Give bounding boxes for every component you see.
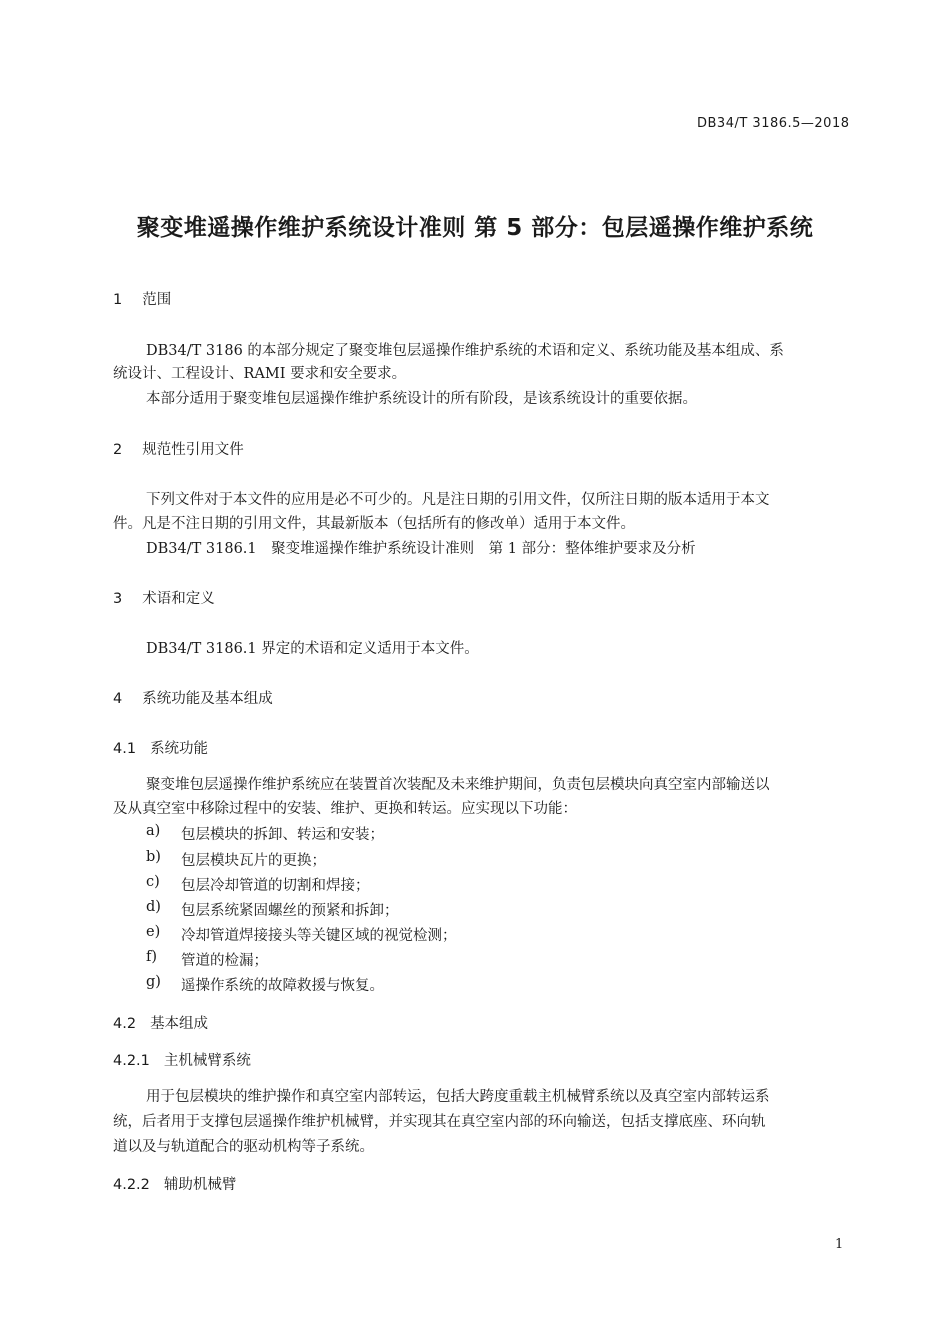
section-title: 范围 [142,292,172,308]
section-number: 4.2.2 [113,1177,150,1193]
section-title: 基本组成 [150,1016,209,1032]
paragraph-line: 统，后者用于支撑包层遥操作维护机械臂，并实现其在真空室内部的环向输送，包括支撑底座、环向轨 [113,1114,766,1130]
normative-reference: DB34/T 3186.1 聚变堆遥操作维护系统设计准则 第 1 部分：整体维护要求及分析 [146,541,696,557]
section-number: 2 [113,442,123,458]
paragraph-line: 及从真空室中移除过程中的安装、维护、更换和转运。应实现以下功能： [113,801,577,817]
paragraph-line: 下列文件对于本文件的应用是必不可少的。凡是注日期的引用文件，仅所注日期的版本适用于本文 [146,492,770,508]
list-item [0,974,950,996]
list-item-label: c) [146,874,160,890]
document-code: DB34/T 3186.5—2018 [697,116,850,131]
section-title: 主机械臂系统 [163,1053,251,1069]
paragraph: DB34/T 3186.1 界定的术语和定义适用于本文件。 [146,641,479,657]
section-title: 系统功能 [150,741,209,757]
section-number: 4.1 [113,741,137,757]
list-item [0,924,950,946]
list-item-label: g) [146,974,161,990]
list-item-text: 包层模块的拆卸、转运和安装； [181,827,384,843]
section-number: 4.2.1 [113,1053,150,1069]
section-number: 4 [113,691,123,707]
list-item [0,849,950,871]
paragraph-line: DB34/T 3186 的本部分规定了聚变堆包层遥操作维护系统的术语和定义、系统功能及基本组成、系 [146,343,784,359]
list-item-text: 冷却管道焊接接头等关键区域的视觉检测； [181,928,457,944]
section-heading-4 [113,687,273,708]
list-item [0,949,950,971]
list-item-label: f) [146,949,158,965]
list-item [0,874,950,896]
section-title: 术语和定义 [142,591,215,607]
paragraph-line: 道以及与轨道配合的驱动机构等子系统。 [113,1139,374,1155]
paragraph: 本部分适用于聚变堆包层遥操作维护系统设计的所有阶段，是该系统设计的重要依据。 [146,391,697,407]
subsection-heading-4-2-2 [113,1173,236,1194]
subsection-heading-4-2 [113,1012,208,1033]
section-heading-3 [113,587,215,608]
list-item-text: 包层模块瓦片的更换； [181,853,326,869]
section-heading-2 [113,438,244,459]
list-item-text: 管道的检漏； [181,953,268,969]
list-item [0,899,950,921]
paragraph-line: 用于包层模块的维护操作和真空室内部转运，包括大跨度重载主机械臂系统以及真空室内部转运系 [146,1089,770,1105]
section-title: 规范性引用文件 [142,442,244,458]
list-item-text: 包层系统紧固螺丝的预紧和拆卸； [181,903,399,919]
section-heading-1 [113,288,171,309]
list-item-label: b) [146,849,161,865]
paragraph-line: 件。凡是不注日期的引用文件，其最新版本（包括所有的修改单）适用于本文件。 [113,516,635,532]
list-item-label: a) [146,823,161,839]
page-number: 1 [835,1237,844,1252]
section-number: 4.2 [113,1016,137,1032]
subsection-heading-4-2-1 [113,1049,251,1070]
list-item-text: 包层冷却管道的切割和焊接； [181,878,370,894]
section-title: 辅助机械臂 [163,1177,237,1193]
section-number: 1 [113,292,123,308]
page-title: 聚变堆遥操作维护系统设计准则 第 5 部分：包层遥操作维护系统 [136,215,814,241]
list-item-label: d) [146,899,161,915]
list-item [0,823,950,845]
paragraph-line: 聚变堆包层遥操作维护系统应在装置首次装配及未来维护期间，负责包层模块向真空室内部输送以 [146,777,770,793]
paragraph-line: 统设计、工程设计、RAMI 要求和安全要求。 [113,366,407,382]
section-number: 3 [113,591,123,607]
section-title: 系统功能及基本组成 [142,691,273,707]
subsection-heading-4-1 [113,737,208,758]
list-item-label: e) [146,924,161,940]
list-item-text: 遥操作系统的故障救援与恢复。 [181,978,384,994]
